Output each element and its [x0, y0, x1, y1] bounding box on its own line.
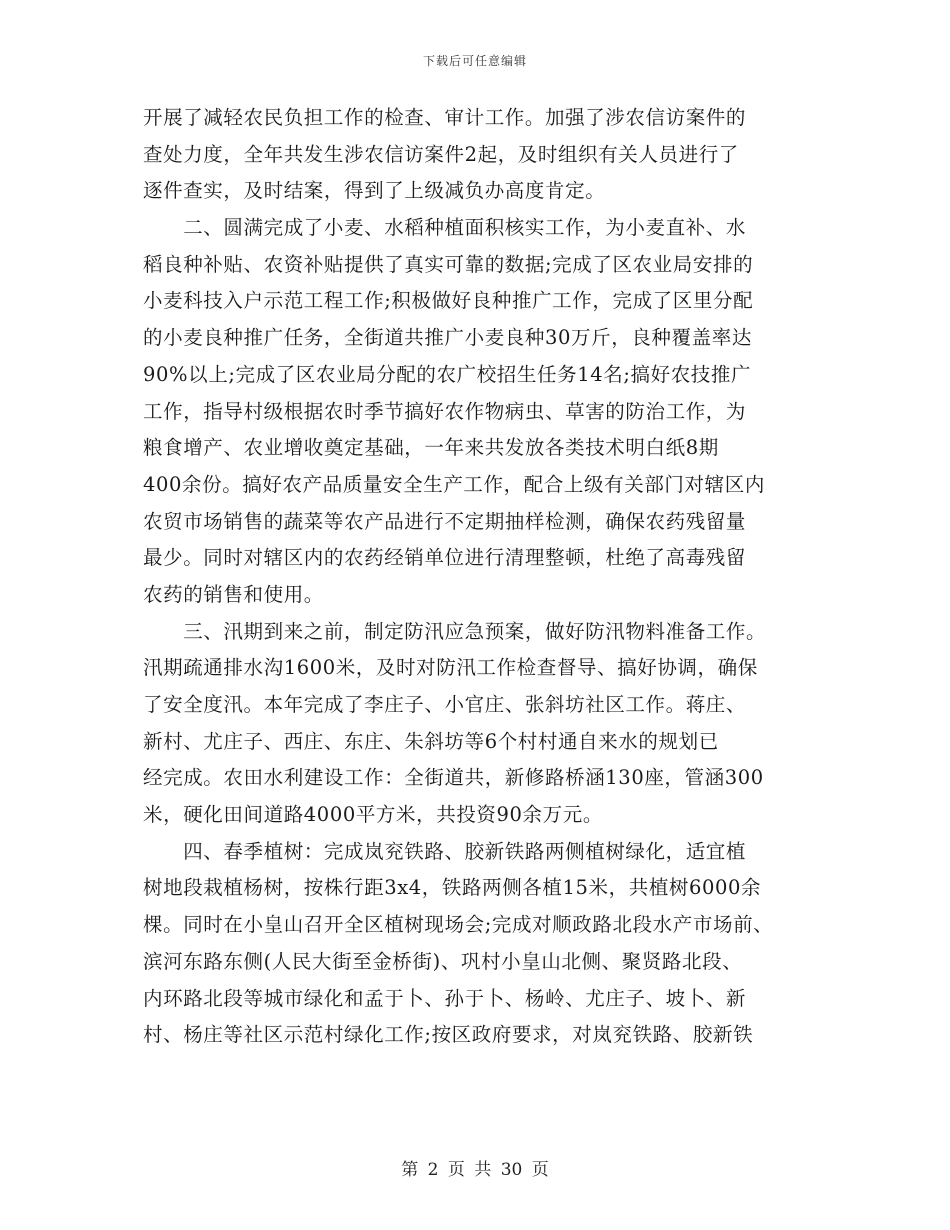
text-line: 工作，指导村级根据农时季节搞好农作物病虫、草害的防治工作，为	[143, 399, 747, 423]
document-body	[143, 100, 823, 1054]
text-line: 400余份。搞好农产品质量安全生产工作，配合上级有关部门对辖区内	[143, 472, 765, 496]
page-header-note: 下载后可任意编辑	[422, 54, 527, 68]
text-line: 汛期疏通排水沟1600米，及时对防汛工作检查督导、搞好协调，确保	[143, 656, 758, 680]
text-line: 棵。同时在小皇山召开全区植树现场会;完成对顺政路北段水产市场前、	[143, 913, 774, 937]
text-line: 开展了减轻农民负担工作的检查、审计工作。加强了涉农信访案件的	[143, 106, 747, 129]
text-line: 逐件查实，及时结案，得到了上级减负办高度肯定。	[143, 179, 606, 203]
text-line: 农贸市场销售的蔬菜等农产品进行不定期抽样检测，确保农药残留量	[143, 509, 747, 533]
text-line: 二、圆满完成了小麦、水稻种植面积核实工作，为小麦直补、水	[143, 216, 747, 240]
text-line: 三、汛期到来之前，制定防汛应急预案，做好防汛物料准备工作。	[143, 619, 767, 643]
text-line: 了安全度汛。本年完成了李庄子、小官庄、张斜坊社区工作。蒋庄、	[143, 693, 747, 716]
text-line: 小麦科技入户示范工程工作;积极做好良种推广工作，完成了区里分配	[143, 289, 754, 313]
text-line: 稻良种补贴、农资补贴提供了真实可靠的数据;完成了区农业局安排的	[143, 252, 754, 276]
text-line: 滨河东路东侧(人民大街至金桥街)、巩村小皇山北侧、聚贤路北段、	[143, 949, 743, 973]
text-line: 的小麦良种推广任务，全街道共推广小麦良种30万斤，良种覆盖率达	[143, 326, 752, 350]
text-line: 粮食增产、农业增收奠定基础，一年来共发放各类技术明白纸8期	[143, 436, 719, 460]
text-line: 最少。同时对辖区内的农药经销单位进行清理整顿，杜绝了高毒残留	[143, 546, 747, 570]
text-line: 经完成。农田水利建设工作：全街道共，新修路桥涵130座，管涵300	[143, 766, 764, 790]
text-line: 新村、尤庄子、西庄、东庄、朱斜坊等6个村村通自来水的规划已	[143, 729, 719, 753]
text-line: 90%以上;完成了区农业局分配的农广校招生任务14名;搞好农技推广	[143, 362, 752, 386]
text-line: 查处力度，全年共发生涉农信访案件2起，及时组织有关人员进行了	[143, 142, 739, 166]
text-line: 内环路北段等城市绿化和孟于卜、孙于卜、杨岭、尤庄子、坡卜、新	[143, 986, 747, 1010]
page-number-footer: 第 2 页 共 30 页	[401, 1160, 549, 1180]
text-line: 米，硬化田间道路4000平方米，共投资90余万元。	[143, 803, 603, 827]
text-line: 村、杨庄等社区示范村绿化工作;按区政府要求，对岚兖铁路、胶新铁	[143, 1023, 754, 1047]
text-line: 农药的销售和使用。	[143, 582, 324, 606]
text-line: 树地段栽植杨树，按株行距3x4，铁路两侧各植15米，共植树6000余	[143, 876, 762, 900]
text-line: 四、春季植树：完成岚兖铁路、胶新铁路两侧植树绿化，适宜植	[143, 839, 747, 863]
